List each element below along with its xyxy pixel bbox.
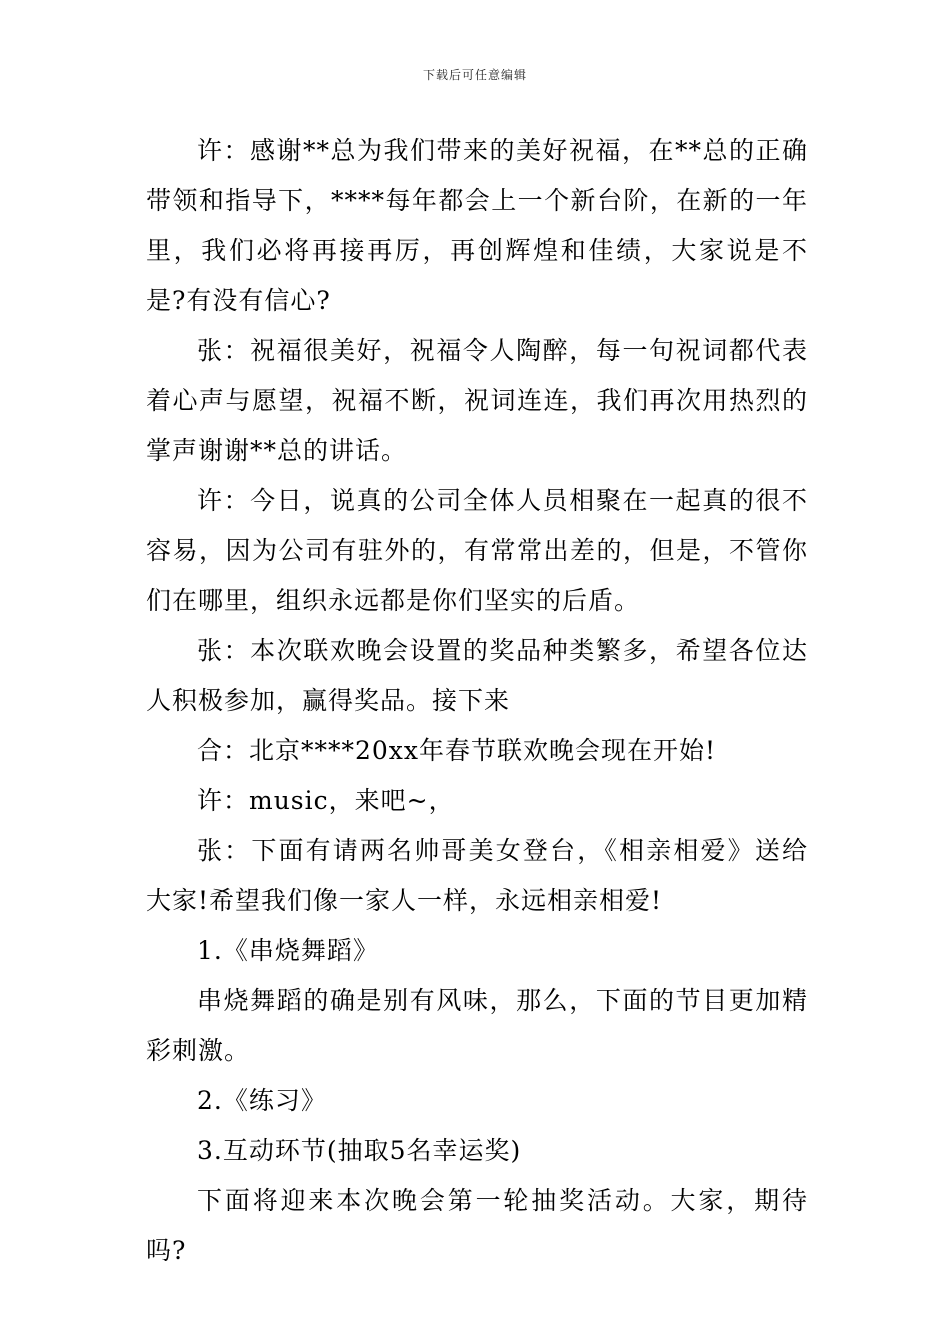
document-body xyxy=(146,126,808,1276)
paragraph: 许：music，来吧~， xyxy=(197,786,455,815)
paragraph: 张：本次联欢晚会设置的奖品种类繁多，希望各位达人积极参加，赢得奖品。接下来 xyxy=(146,636,808,715)
paragraph: 串烧舞蹈的确是别有风味，那么，下面的节目更加精彩刺激。 xyxy=(146,986,808,1065)
paragraph: 许：今日，说真的公司全体人员相聚在一起真的很不容易，因为公司有驻外的，有常常出差的，但是，不管你们在哪里，组织永远都是你们坚实的后盾。 xyxy=(146,486,808,615)
page-header: 下载后可任意编辑 xyxy=(422,68,527,82)
program-item: 2.《练习》 xyxy=(197,1086,327,1115)
paragraph: 张：祝福很美好，祝福令人陶醉，每一句祝词都代表着心声与愿望，祝福不断，祝词连连，我们再次用热烈的掌声谢谢**总的讲话。 xyxy=(146,336,808,465)
paragraph: 张：下面有请两名帅哥美女登台，《相亲相爱》送给大家!希望我们像一家人一样，永远相亲相爱! xyxy=(146,836,808,915)
program-item: 3.互动环节(抽取5名幸运奖) xyxy=(197,1136,522,1165)
paragraph: 下面将迎来本次晚会第一轮抽奖活动。大家，期待吗? xyxy=(146,1186,808,1265)
paragraph: 合：北京****20xx年春节联欢晚会现在开始! xyxy=(197,736,717,765)
paragraph: 许：感谢**总为我们带来的美好祝福，在**总的正确带领和指导下，****每年都会上一个新台阶，在新的一年里，我们必将再接再厉，再创辉煌和佳绩，大家说是不是?有没有信心? xyxy=(146,136,808,315)
program-item: 1.《串烧舞蹈》 xyxy=(197,936,379,965)
